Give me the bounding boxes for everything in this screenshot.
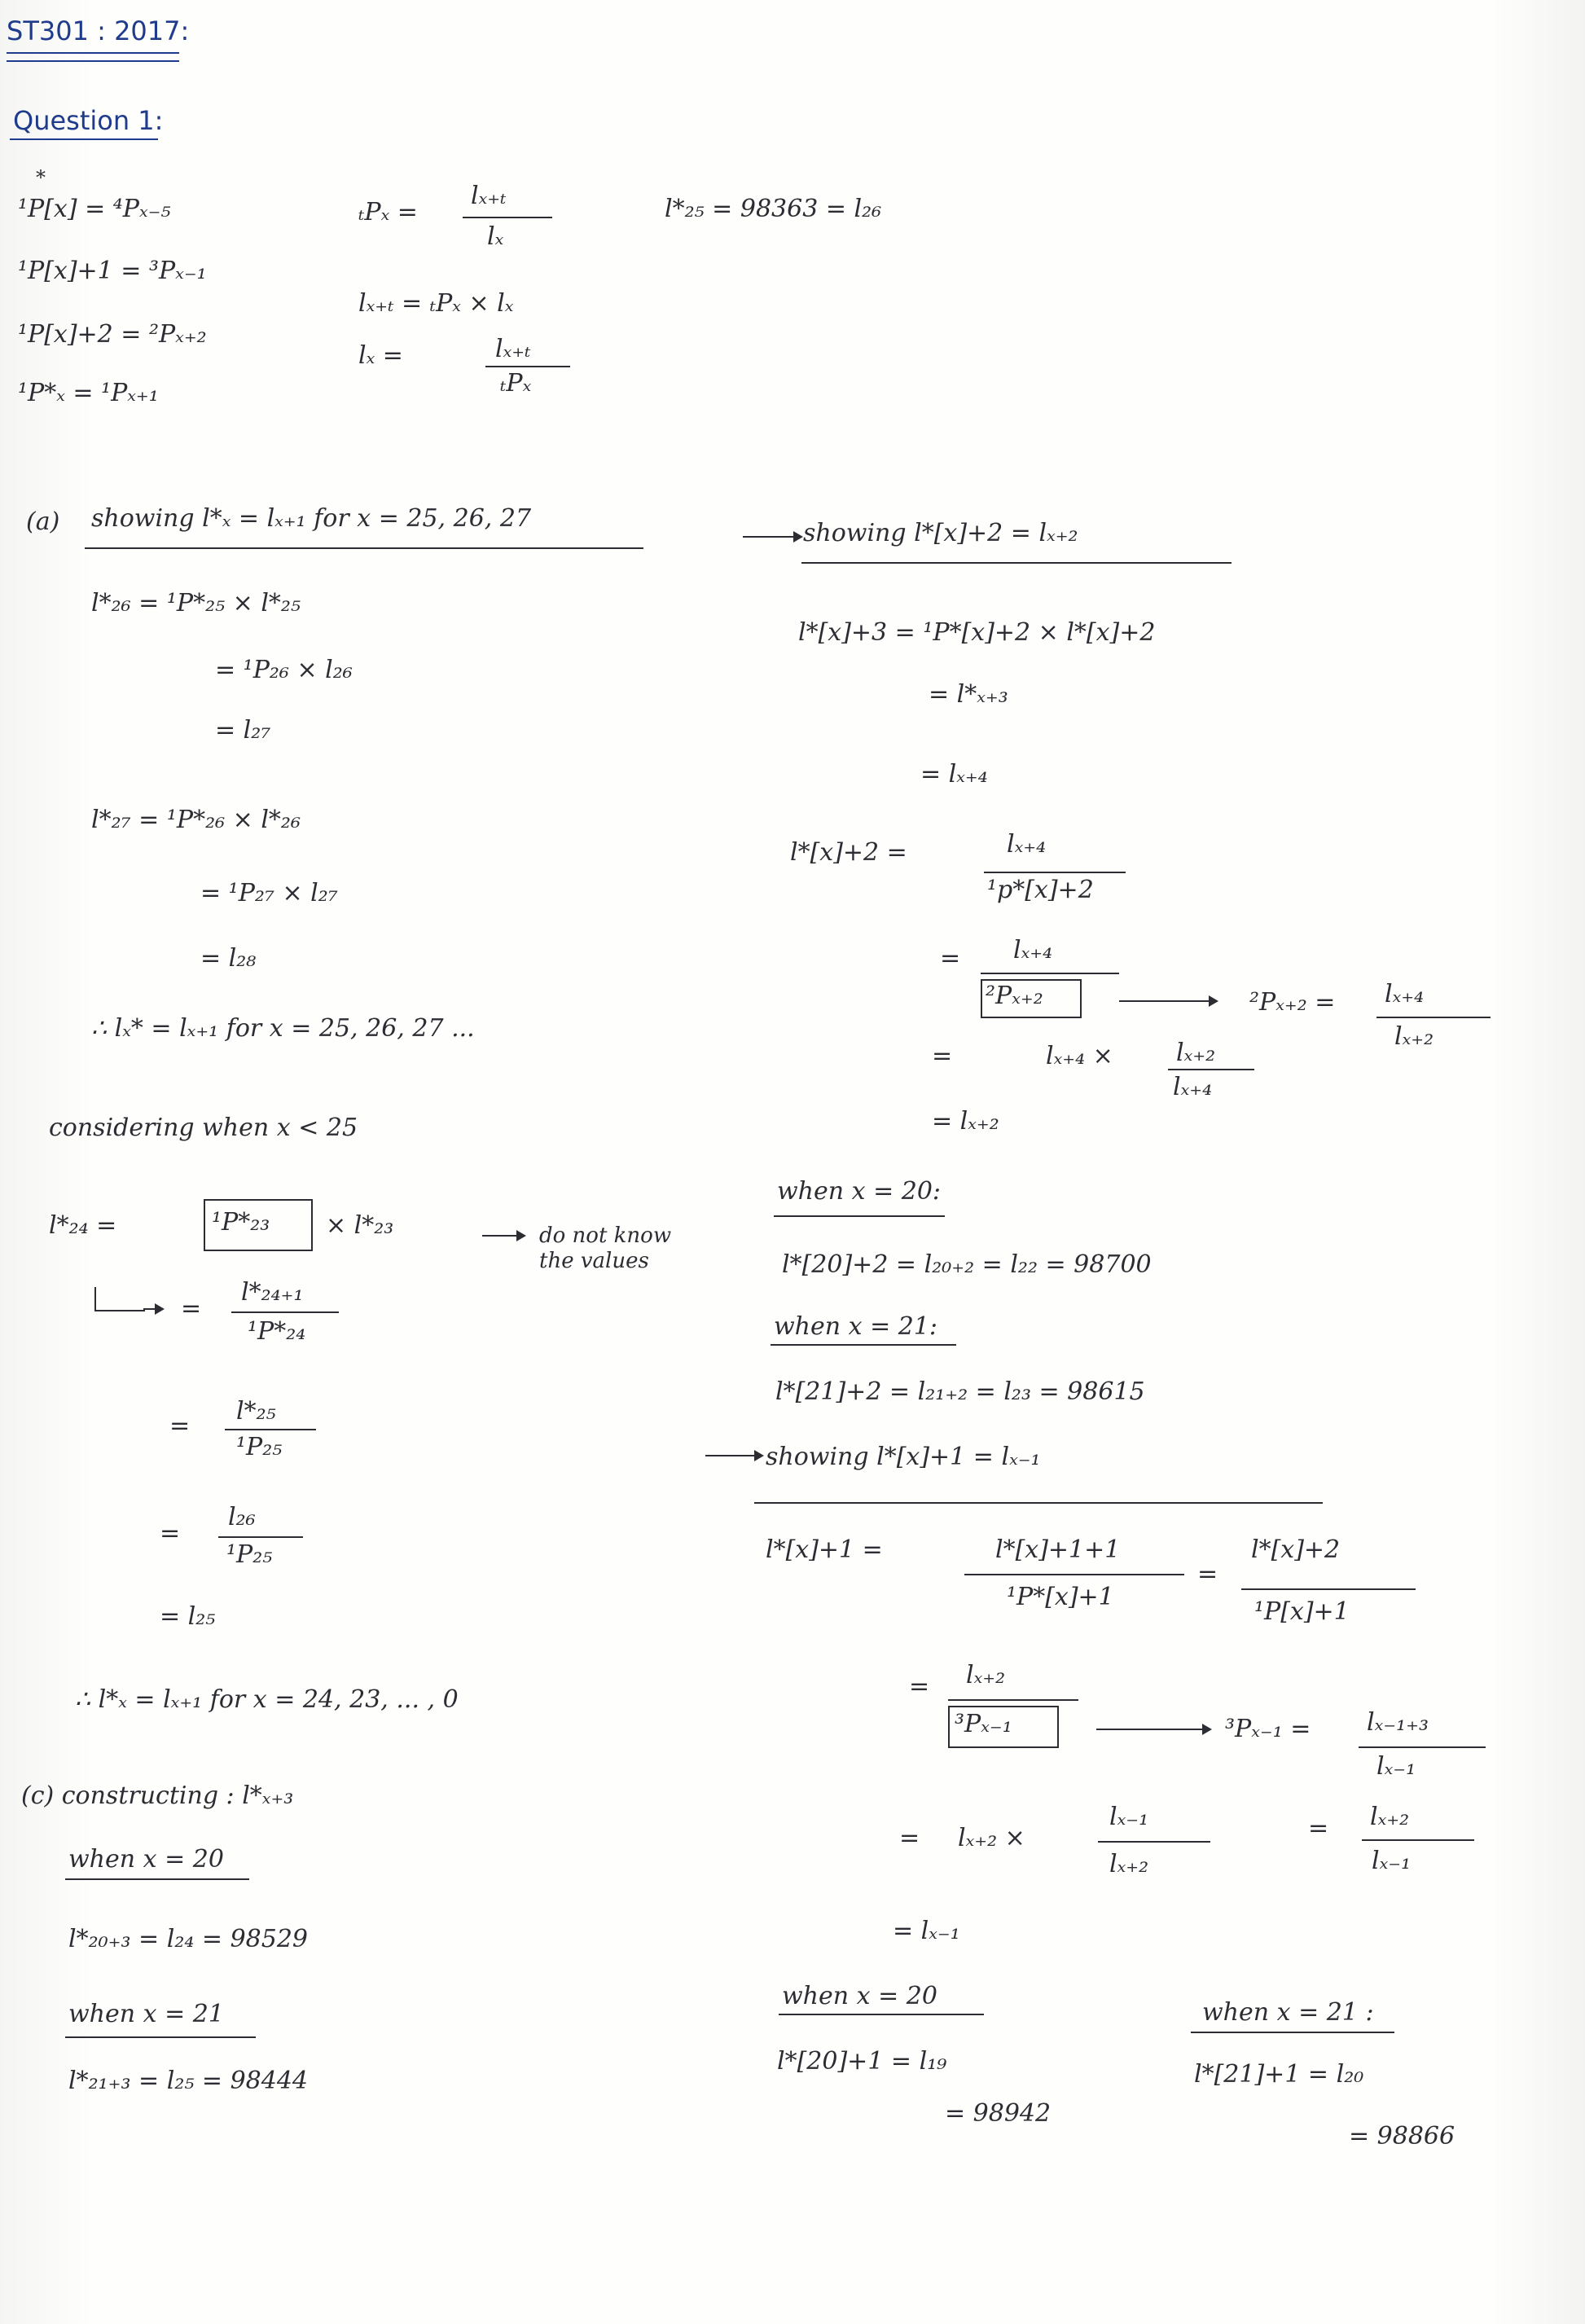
- given-relation-2: ¹P[x]+1 = ³Pₓ₋₁: [18, 257, 207, 285]
- part-a-label: (a): [26, 507, 60, 536]
- fraction-bar: [463, 217, 552, 218]
- step1-denominator: ¹P*₂₄: [248, 1317, 306, 1346]
- right1-value-20: l*[20]+2 = l₂₀₊₂ = l₂₂ = 98700: [782, 1250, 1152, 1279]
- right2-value-21-a: l*[21]+1 = l₂₀: [1194, 2060, 1364, 2089]
- part-a-conclusion: ∴ lₓ* = lₓ₊₁ for x = 25, 26, 27 ...: [91, 1014, 475, 1043]
- fraction-bar: [981, 973, 1119, 974]
- r5-side-numerator: lₓ₊₄: [1385, 980, 1425, 1008]
- right1-when-20: when x = 20:: [777, 1177, 942, 1206]
- part-c-value-21: l*₂₁₊₃ = l₂₅ = 98444: [68, 2067, 309, 2095]
- right2-when-20: when x = 20: [782, 1982, 937, 2010]
- fraction-bar: [948, 1699, 1078, 1701]
- eq-sign: =: [909, 1672, 930, 1701]
- eq-sign: =: [932, 1042, 953, 1070]
- star-mark: *: [36, 166, 46, 189]
- q3-term: lₓ₊₂ ×: [958, 1824, 1025, 1852]
- step3-numerator: l₂₆: [228, 1503, 256, 1531]
- r3-step: = lₓ₊₄: [920, 760, 988, 789]
- part-a-heading: showing l*ₓ = lₓ₊₁ for x = 25, 26, 27: [91, 504, 532, 533]
- right-heading-1: showing l*[x]+2 = lₓ₊₂: [803, 519, 1078, 547]
- step2-denominator: ¹P₂₅: [236, 1433, 283, 1461]
- fraction-bar: [1098, 1841, 1210, 1843]
- q1-lhs: l*[x]+1 =: [766, 1535, 883, 1564]
- fraction-bar: [225, 1429, 316, 1430]
- heading-underline: [85, 547, 643, 549]
- arrow-right: [143, 1308, 163, 1310]
- given-relation-1: ¹P[x] = ⁴Pₓ₋₅: [18, 195, 171, 223]
- when-underline: [1191, 2032, 1394, 2033]
- fraction-bar: [1241, 1588, 1416, 1590]
- when-underline: [779, 2014, 984, 2015]
- q3-denominator: lₓ₊₂: [1109, 1850, 1149, 1878]
- fraction-bar: [218, 1536, 303, 1538]
- step4: = l₂₅: [160, 1602, 216, 1631]
- q2-side-numerator: lₓ₋₁₊₃: [1367, 1708, 1429, 1737]
- lx-lhs: lₓ =: [358, 341, 403, 370]
- part-a-final: ∴ l*ₓ = lₓ₊₁ for x = 24, 23, ... , 0: [75, 1685, 459, 1714]
- tpx-numerator: lₓ₊ₜ: [471, 182, 507, 210]
- l26-step-1: l*₂₆ = ¹P*₂₅ × l*₂₅: [91, 589, 301, 617]
- title-underline: [7, 52, 179, 54]
- r5-denominator: ²Pₓ₊₂: [986, 982, 1043, 1010]
- arrow-right: [705, 1455, 762, 1456]
- when-underline: [65, 2036, 256, 2038]
- right2-value-21-b: = 98866: [1349, 2122, 1455, 2150]
- note-text: [539, 1224, 694, 1274]
- r5-side-lhs: ²Pₓ₊₂ =: [1249, 988, 1336, 1017]
- arrow-right: [1096, 1729, 1210, 1730]
- eq-sign: =: [169, 1412, 191, 1440]
- q2-denominator: ³Pₓ₋₁: [955, 1710, 1012, 1738]
- l26-step-3: = l₂₇: [215, 716, 271, 745]
- fraction-bar: [964, 1574, 1184, 1575]
- arrow-right: [1119, 1000, 1217, 1002]
- r5-side-denominator: lₓ₊₂: [1394, 1022, 1434, 1051]
- heading-underline: [754, 1502, 1323, 1504]
- right1-value-21: l*[21]+2 = l₂₁₊₂ = l₂₃ = 98615: [775, 1377, 1145, 1406]
- eq-sign: =: [1308, 1814, 1329, 1843]
- r6-numerator: lₓ₊₂: [1176, 1039, 1216, 1067]
- note-text-span: do not know the values: [539, 1224, 672, 1274]
- fraction-bar: [1362, 1839, 1474, 1841]
- r1-step: l*[x]+3 = ¹P*[x]+2 × l*[x]+2: [798, 618, 1156, 647]
- when-underline: [774, 1215, 945, 1217]
- heading-underline: [801, 562, 1232, 564]
- part-c-when-20: when x = 20: [68, 1845, 224, 1874]
- when-underline: [771, 1344, 956, 1346]
- step3-denominator: ¹P₂₅: [226, 1540, 273, 1569]
- r4-lhs: l*[x]+2 =: [790, 838, 907, 867]
- fraction-bar: [984, 872, 1126, 873]
- eq-sign: =: [1197, 1560, 1218, 1588]
- q1-numerator-2: l*[x]+2: [1251, 1535, 1341, 1564]
- q3-numerator-2: lₓ₊₂: [1370, 1803, 1410, 1831]
- eq-sign: =: [160, 1519, 181, 1548]
- eq-sign: =: [181, 1294, 202, 1323]
- right2-when-21: when x = 21 :: [1202, 1998, 1374, 2027]
- right2-value-20-b: = 98942: [945, 2099, 1052, 2128]
- tpx-lhs: ₜPₓ =: [358, 198, 418, 226]
- r4-numerator: lₓ₊₄: [1007, 830, 1047, 859]
- l27-step-2: = ¹P₂₇ × l₂₇: [200, 879, 338, 907]
- right-heading-2: showing l*[x]+1 = lₓ₋₁: [766, 1443, 1041, 1471]
- fraction-bar: [1168, 1069, 1254, 1070]
- q2-side-lhs: ³Pₓ₋₁ =: [1225, 1715, 1311, 1743]
- l27-step-1: l*₂₇ = ¹P*₂₆ × l*₂₆: [91, 806, 301, 834]
- r6-denominator: lₓ₊₄: [1173, 1073, 1213, 1101]
- q1-denominator-2: ¹P[x]+1: [1254, 1597, 1350, 1626]
- fraction-bar: [1359, 1746, 1486, 1748]
- right1-when-21: when x = 21:: [774, 1312, 938, 1341]
- part-c-value-20: l*₂₀₊₃ = l₂₄ = 98529: [68, 1925, 309, 1953]
- eq-sign: =: [940, 944, 961, 973]
- q3-denominator-2: lₓ₋₁: [1372, 1847, 1412, 1875]
- eq-sign: =: [899, 1824, 920, 1852]
- r2-step: = l*ₓ₊₃: [929, 680, 1008, 709]
- r7-step: = lₓ₊₂: [932, 1107, 999, 1136]
- fraction-bar: [1376, 1017, 1491, 1018]
- step2-numerator: l*₂₅: [236, 1397, 276, 1426]
- fraction-bar: [485, 366, 570, 367]
- part-c-when-21: when x = 21: [68, 2000, 224, 2028]
- hook-arrow: [94, 1287, 145, 1311]
- lx-denominator: ₜPₓ: [500, 369, 532, 398]
- r5-numerator: lₓ₊₄: [1013, 936, 1053, 964]
- when-underline: [65, 1878, 249, 1880]
- lx-numerator: lₓ₊ₜ: [495, 335, 531, 363]
- tpx-denominator: lₓ: [487, 222, 504, 251]
- l24-boxed-term: ¹P*₂₃: [212, 1208, 270, 1237]
- l24-lhs: l*₂₄ =: [49, 1211, 117, 1240]
- l26-step-2: = ¹P₂₆ × l₂₆: [215, 656, 353, 684]
- q1-numerator: l*[x]+1+1: [995, 1535, 1121, 1564]
- q3-numerator: lₓ₋₁: [1109, 1803, 1149, 1831]
- r4-denominator: ¹p*[x]+2: [987, 876, 1094, 904]
- arrow-right: [743, 536, 801, 538]
- q4-step: = lₓ₋₁: [893, 1917, 960, 1945]
- q2-side-denominator: lₓ₋₁: [1376, 1752, 1416, 1781]
- title-underline-2: [7, 60, 179, 62]
- question-heading: Question 1:: [13, 105, 164, 136]
- q2-numerator: lₓ₊₂: [966, 1661, 1006, 1689]
- course-title: ST301 : 2017:: [7, 15, 190, 46]
- part-c-heading: (c) constructing : l*ₓ₊₃: [21, 1781, 294, 1810]
- right2-value-20-a: l*[20]+1 = l₁₉: [777, 2047, 947, 2076]
- given-relation-4: ¹P*ₓ = ¹Pₓ₊₁: [18, 379, 159, 407]
- step1-numerator: l*₂₄₊₁: [241, 1278, 304, 1307]
- arrow-right: [482, 1235, 525, 1237]
- l25-value: l*₂₅ = 98363 = l₂₆: [665, 195, 882, 223]
- lxt-relation: lₓ₊ₜ = ₜPₓ × lₓ: [358, 289, 514, 318]
- l24-rhs: × l*₂₃: [326, 1211, 394, 1240]
- r6-term: lₓ₊₄ ×: [1046, 1042, 1113, 1070]
- fraction-bar: [231, 1311, 339, 1313]
- q1-denominator: ¹P*[x]+1: [1007, 1583, 1114, 1611]
- question-underline: [10, 138, 158, 140]
- given-relation-3: ¹P[x]+2 = ²Pₓ₊₂: [18, 320, 207, 349]
- considering-case: considering when x < 25: [49, 1114, 358, 1142]
- l27-step-3: = l₂₈: [200, 944, 257, 973]
